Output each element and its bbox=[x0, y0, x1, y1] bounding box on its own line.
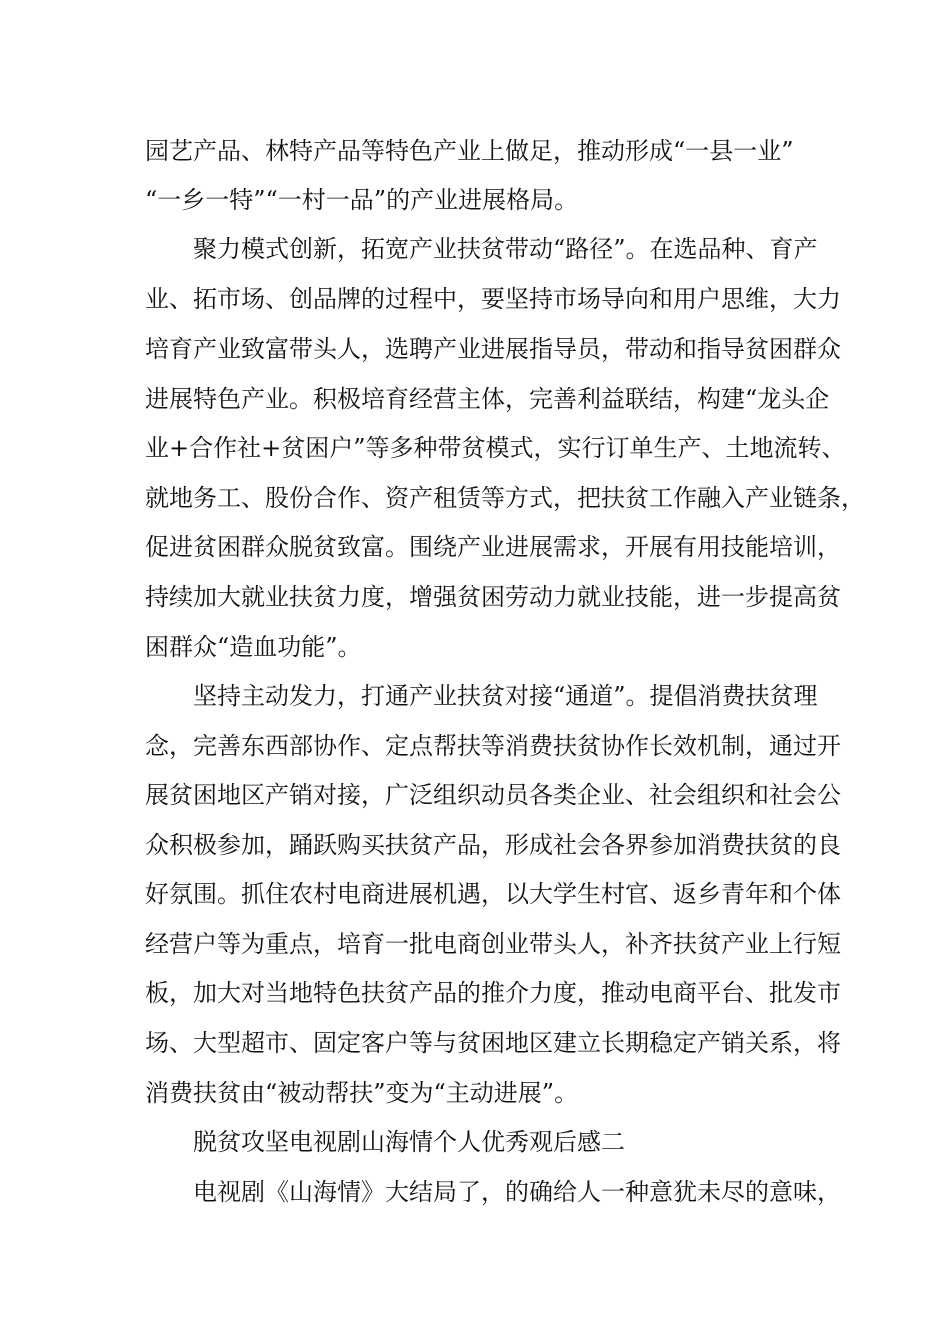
text-line: 展贫困地区产销对接，广泛组织动员各类企业、社会组织和社会公 bbox=[145, 781, 841, 809]
text-line: 好氛围。抓住农村电商进展机遇，以大学生村官、返乡青年和个体 bbox=[145, 880, 841, 908]
text-line: 培育产业致富带头人，选聘产业进展指导员，带动和指导贫困群众 bbox=[145, 335, 841, 363]
text-line: 业+合作社+贫困户”等多种带贫模式，实行订单生产、土地流转、 bbox=[145, 434, 846, 462]
text-line: 消费扶贫由“被动帮扶”变为“主动进展”。 bbox=[145, 1079, 579, 1107]
text-line: 念，完善东西部协作、定点帮扶等消费扶贫协作长效机制，通过开 bbox=[145, 732, 841, 760]
text-line: 板，加大对当地特色扶贫产品的推介力度，推动电商平台、批发市 bbox=[145, 979, 841, 1007]
text-line: 园艺产品、林特产品等特色产业上做足，推动形成“一县一业” bbox=[145, 137, 794, 165]
text-line: 就地务工、股份合作、资产租赁等方式，把扶贫工作融入产业链条， bbox=[145, 484, 865, 512]
text-line: 困群众“造血功能”。 bbox=[145, 633, 362, 661]
text-line: 业、拓市场、创品牌的过程中，要坚持市场导向和用户思维，大力 bbox=[145, 285, 841, 313]
text-line: 促进贫困群众脱贫致富。围绕产业进展需求，开展有用技能培训， bbox=[145, 533, 841, 561]
text-line: 坚持主动发力，打通产业扶贫对接“通道”。提倡消费扶贫理 bbox=[193, 682, 818, 710]
text-line: 电视剧《山海情》大结局了，的确给人一种意犹未尽的意味， bbox=[193, 1178, 841, 1206]
text-line: 众积极参加，踊跃购买扶贫产品，形成社会各界参加消费扶贫的良 bbox=[145, 831, 841, 859]
text-line: 场、大型超市、固定客户等与贫困地区建立长期稳定产销关系，将 bbox=[145, 1029, 841, 1057]
text-line: 经营户等为重点，培育一批电商创业带头人，补齐扶贫产业上行短 bbox=[145, 930, 841, 958]
text-line: “一乡一特”“一村一品”的产业进展格局。 bbox=[145, 186, 579, 214]
text-line: 持续加大就业扶贫力度，增强贫困劳动力就业技能，进一步提高贫 bbox=[145, 583, 841, 611]
text-line: 聚力模式创新，拓宽产业扶贫带动“路径”。在选品种、育产 bbox=[193, 235, 818, 263]
text-line: 进展特色产业。积极培育经营主体，完善利益联结，构建“龙头企 bbox=[145, 385, 830, 413]
section-heading: 脱贫攻坚电视剧山海情个人优秀观后感二 bbox=[193, 1128, 625, 1156]
